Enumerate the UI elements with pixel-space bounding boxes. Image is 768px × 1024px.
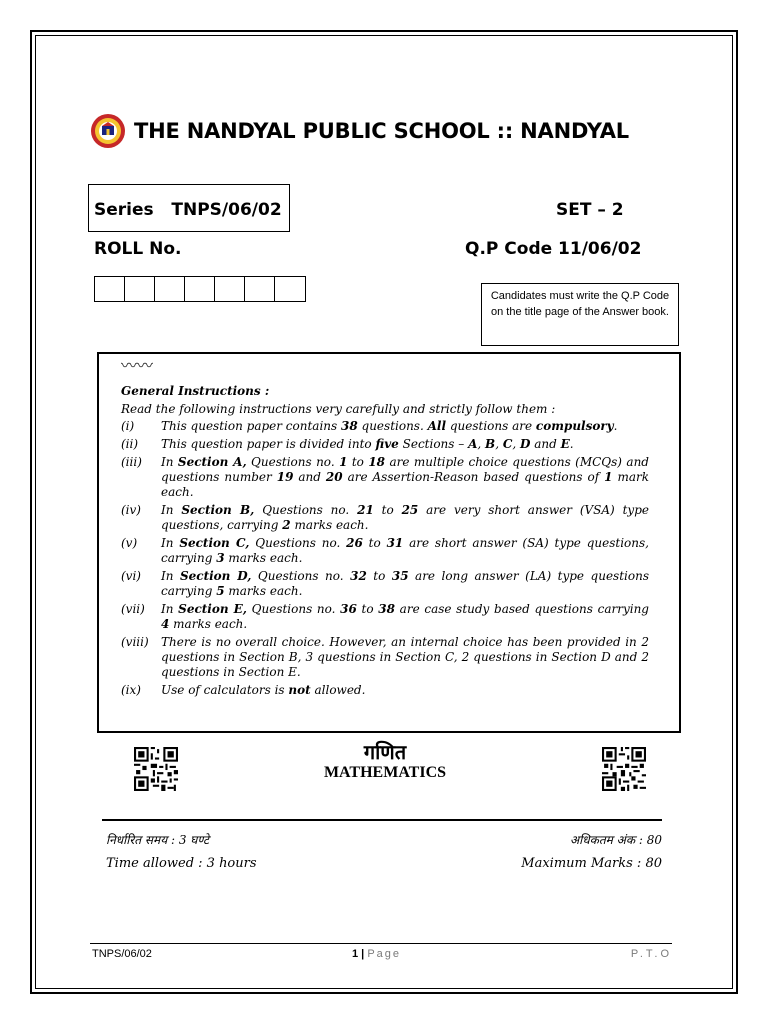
roll-label: ROLL No. (94, 239, 182, 259)
instructions-title: General Instructions : (121, 384, 270, 398)
school-header (90, 113, 629, 149)
instruction-number: (ix) (121, 683, 141, 697)
instruction-item (121, 635, 649, 680)
max-marks-hindi: अधिकतम अंक : 80 (569, 833, 662, 847)
page-separator: | (358, 948, 368, 960)
instruction-text: In Section E, Questions no. 36 to 38 are case study based questions carrying 4 marks each. (161, 602, 649, 631)
instruction-number: (viii) (121, 635, 149, 649)
instruction-text: In Section C, Questions no. 26 to 31 are short answer (SA) type questions, carrying 3 marks each. (161, 536, 649, 565)
instruction-item (121, 419, 649, 434)
footer-page (352, 948, 401, 960)
page-word: Page (367, 948, 402, 960)
time-allowed: Time allowed : 3 hours (106, 856, 257, 871)
qp-code-label: Q.P Code 11/06/02 (465, 239, 642, 259)
instruction-text: In Section A, Questions no. 1 to 18 are multiple choice questions (MCQs) and questions number 19 and 20 are Assertion-Reason based questions of 1 mark each. (161, 455, 649, 499)
instructions-intro: Read the following instructions very carefully and strictly follow them : (121, 402, 556, 416)
answer-book-note: Candidates must write the Q.P Code on the title page of the Answer book. (481, 283, 679, 346)
footer-rule (90, 943, 672, 944)
instruction-item (121, 455, 649, 500)
instruction-text: There is no overall choice. However, an internal choice has been provided in 2 questions in Section B, 3 questions in Section C, 2 questions in Section D and 2 questions in Section E. (161, 635, 649, 679)
instruction-item (121, 602, 649, 632)
qr-code-icon (602, 747, 646, 791)
instruction-item (121, 437, 649, 452)
instruction-text: In Section B, Questions no. 21 to 25 are very short answer (VSA) type questions, carrying 2 marks each. (161, 503, 649, 532)
instruction-number: (v) (121, 536, 138, 550)
instruction-number: (i) (121, 419, 135, 433)
instruction-item (121, 683, 649, 698)
instruction-item (121, 569, 649, 599)
instruction-text: This question paper contains 38 questions. All questions are compulsory. (161, 419, 618, 433)
instruction-number: (iv) (121, 503, 141, 517)
instruction-number: (vii) (121, 602, 145, 616)
general-instructions-box (97, 352, 681, 733)
instruction-text: This question paper is divided into five Sections – A, B, C, D and E. (161, 437, 574, 451)
time-allowed-hindi: निर्धारित समय : 3 घण्टे (106, 833, 210, 847)
subject-title: MATHEMATICS (323, 764, 447, 781)
roll-number-box (245, 277, 275, 301)
footer-code: TNPS/06/02 (92, 948, 152, 960)
instruction-text: Use of calculators is not allowed. (161, 683, 366, 697)
instruction-item (121, 503, 649, 533)
series-label: Series TNPS/06/02 (94, 200, 282, 220)
school-crest-icon (90, 113, 126, 149)
pto-label: P.T.O (630, 948, 672, 960)
qr-code-icon (134, 747, 178, 791)
set-label: SET – 2 (556, 200, 624, 220)
divider-rule (102, 819, 662, 821)
instruction-item (121, 536, 649, 566)
instruction-number: (iii) (121, 455, 142, 469)
page-number: 1 (352, 948, 359, 960)
subject-title-hindi: गणित (363, 740, 407, 764)
roll-number-boxes (94, 276, 306, 302)
instruction-number: (ii) (121, 437, 139, 451)
roll-number-box (125, 277, 155, 301)
roll-number-box (215, 277, 245, 301)
max-marks: Maximum Marks : 80 (521, 856, 662, 871)
school-name: THE NANDYAL PUBLIC SCHOOL :: NANDYAL (134, 119, 629, 143)
roll-number-box (95, 277, 125, 301)
roll-number-box (275, 277, 305, 301)
ornament: 〰〰 (121, 356, 154, 375)
instruction-text: In Section D, Questions no. 32 to 35 are long answer (LA) type questions carrying 5 marks each. (161, 569, 649, 598)
instruction-number: (vi) (121, 569, 141, 583)
roll-number-box (185, 277, 215, 301)
roll-number-box (155, 277, 185, 301)
instructions-list (121, 419, 649, 698)
